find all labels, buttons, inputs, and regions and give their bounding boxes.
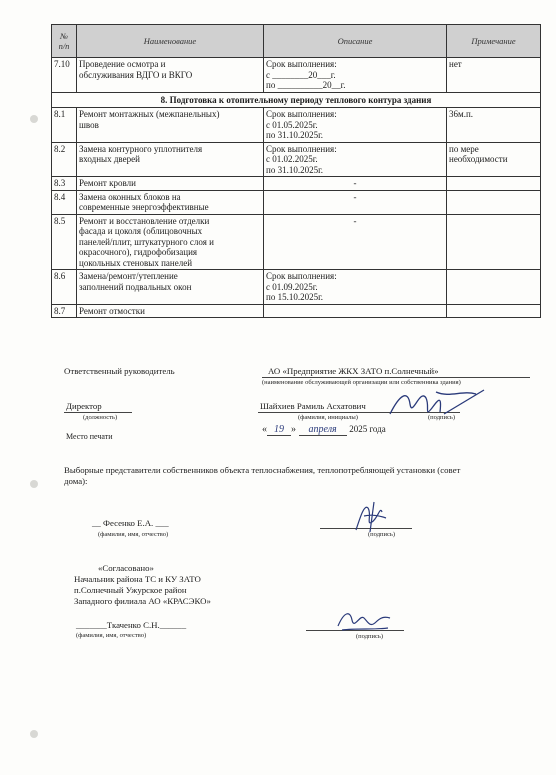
table-header-row	[52, 25, 541, 58]
chief-title-line-2: п.Солнечный Ужурское район	[74, 585, 187, 595]
table-row	[52, 142, 541, 177]
director-name-caption: (фамилия, инициалы)	[298, 414, 358, 421]
section-row	[52, 92, 541, 108]
representative-name: __ Фесенко Е.А. ___	[92, 518, 169, 528]
row-description-line: Срок выполнения:	[266, 271, 337, 281]
row-description-cell	[264, 304, 447, 318]
row-name-cell	[77, 58, 264, 93]
table-row	[52, 270, 541, 305]
row-number: 8.1	[52, 108, 77, 143]
row-number: 8.2	[52, 142, 77, 177]
row-number: 7.10	[52, 58, 77, 93]
row-name-cell	[77, 190, 264, 214]
row-name-line: Ремонт и восстановление отделки	[79, 215, 210, 226]
row-note-line: нет	[449, 59, 462, 69]
table-row	[52, 58, 541, 93]
row-name-line: Ремонт кровли	[79, 178, 136, 188]
row-name-line: цокольных стеновых панелей	[79, 257, 193, 268]
table-row	[52, 108, 541, 143]
chief-title-line-1: Начальник района ТС и КУ ЗАТО	[74, 574, 201, 584]
row-name-line: Замена оконных блоков на	[79, 191, 181, 202]
row-description-line: по __________20__г.	[266, 80, 346, 90]
position-value: Директор	[66, 401, 102, 411]
section-title: 8. Подготовка к отопительному периоду теплового контура здания	[52, 92, 541, 108]
column-header: Наименование	[77, 25, 264, 58]
table-row	[52, 177, 541, 191]
row-description-line: по 31.10.2025г.	[266, 164, 323, 175]
table-row	[52, 190, 541, 214]
row-name-cell	[77, 270, 264, 305]
representative-signature	[350, 498, 390, 534]
chief-name: _______Ткаченко С.Н.______	[76, 620, 187, 630]
chief-signature	[334, 606, 394, 634]
punch-hole	[30, 115, 38, 123]
table-row	[52, 304, 541, 318]
row-name-line: входных дверей	[79, 154, 140, 164]
row-description-line: с 01.05.2025г.	[266, 119, 318, 130]
owners-text-line-2: дома):	[64, 476, 88, 486]
row-description-line: Срок выполнения:	[266, 109, 337, 119]
date-close-quote: »	[291, 424, 296, 435]
director-name: Шайхиев Рамиль Асхатович	[260, 401, 366, 411]
column-header: Примечание	[447, 25, 541, 58]
row-name-line: современные энергоэффективные	[79, 202, 209, 212]
date-open-quote: «	[262, 424, 267, 435]
column-header: № п/п	[52, 25, 77, 58]
chief-signature-caption: (подпись)	[356, 633, 383, 640]
row-name-line: панелей/плит, штукатурного слоя и	[79, 236, 214, 247]
row-note-line: 36м.п.	[449, 109, 474, 119]
org-underline	[262, 377, 530, 378]
responsible-label: Ответственный руководитель	[64, 366, 175, 376]
row-note-cell	[447, 214, 541, 270]
row-description-line: Срок выполнения:	[266, 143, 337, 154]
row-name-line: заполнений подвальных окон	[79, 281, 192, 292]
row-note-cell	[447, 58, 541, 93]
position-caption: (должность)	[83, 414, 118, 421]
row-description-line: -	[353, 178, 357, 188]
row-description-line: Срок выполнения:	[266, 59, 337, 69]
row-description-cell	[264, 190, 447, 214]
representative-caption: (фамилия, имя, отчество)	[98, 531, 169, 538]
stamp-label: Место печати	[66, 432, 113, 441]
table-row	[52, 214, 541, 270]
date-year: 2025 года	[349, 424, 386, 434]
row-name-line: фасада и цоколя (облицовочных	[79, 226, 203, 236]
row-description-line: с ________20___г.	[266, 69, 336, 80]
row-name-line: окрасочного), гидрофобизация	[79, 247, 198, 257]
position-underline	[64, 412, 132, 413]
row-description-line: -	[353, 215, 357, 226]
row-name-cell	[77, 177, 264, 191]
row-note-cell	[447, 190, 541, 214]
row-name-line: Ремонт отмостки	[79, 305, 145, 316]
director-signature-caption: (подпись)	[428, 414, 455, 421]
punch-hole	[30, 730, 38, 738]
row-description-cell	[264, 58, 447, 93]
row-number: 8.6	[52, 270, 77, 305]
agreed-label: «Согласовано»	[98, 563, 154, 573]
row-name-line: обслуживания ВДГО и ВКГО	[79, 69, 193, 80]
row-description-cell	[264, 142, 447, 177]
date-line	[262, 424, 386, 435]
row-name-cell	[77, 108, 264, 143]
row-note-line: необходимости	[449, 154, 508, 164]
org-caption: (наименование обслуживающей организации или собственника здания)	[262, 379, 461, 386]
row-name-cell	[77, 142, 264, 177]
row-number: 8.4	[52, 190, 77, 214]
row-number: 8.7	[52, 304, 77, 318]
row-number: 8.5	[52, 214, 77, 270]
row-note-line: по мере	[449, 143, 479, 154]
row-note-cell	[447, 304, 541, 318]
row-description-line: -	[353, 191, 357, 202]
row-number: 8.3	[52, 177, 77, 191]
column-header: Описание	[264, 25, 447, 58]
row-note-cell	[447, 270, 541, 305]
row-name-cell	[77, 214, 264, 270]
punch-hole	[30, 480, 38, 488]
row-note-cell	[447, 177, 541, 191]
row-description-line: с 01.02.2025г.	[266, 154, 318, 164]
row-description-cell	[264, 177, 447, 191]
owners-text-line-1: Выборные представители собственников объекта теплоснабжения, теплопотребляющей установки (совет	[64, 465, 461, 475]
row-name-line: Ремонт монтажных (межпанельных)	[79, 109, 220, 119]
row-description-line: по 15.10.2025г.	[266, 292, 323, 302]
row-description-cell	[264, 270, 447, 305]
date-day: 19	[267, 424, 291, 436]
director-signature	[380, 384, 500, 424]
row-name-line: Проведение осмотра и	[79, 59, 166, 69]
row-description-line: по 31.10.2025г.	[266, 130, 323, 140]
row-description-cell	[264, 108, 447, 143]
org-name: АО «Предприятие ЖКХ ЗАТО п.Солнечный»	[268, 366, 439, 376]
row-name-line: Замена контурного уплотнителя	[79, 143, 203, 154]
row-name-cell	[77, 304, 264, 318]
row-description-line: с 01.09.2025г.	[266, 281, 318, 292]
plan-table	[51, 24, 541, 318]
row-description-cell	[264, 214, 447, 270]
chief-title-line-3: Западного филиала АО «КРАСЭКО»	[74, 596, 211, 606]
row-note-cell	[447, 142, 541, 177]
row-note-cell	[447, 108, 541, 143]
row-name-line: швов	[79, 119, 99, 130]
chief-caption: (фамилия, имя, отчество)	[76, 632, 147, 639]
date-month: апреля	[299, 424, 347, 436]
representative-signature-caption: (подпись)	[368, 531, 395, 538]
row-name-line: Замена/ремонт/утепление	[79, 271, 178, 281]
